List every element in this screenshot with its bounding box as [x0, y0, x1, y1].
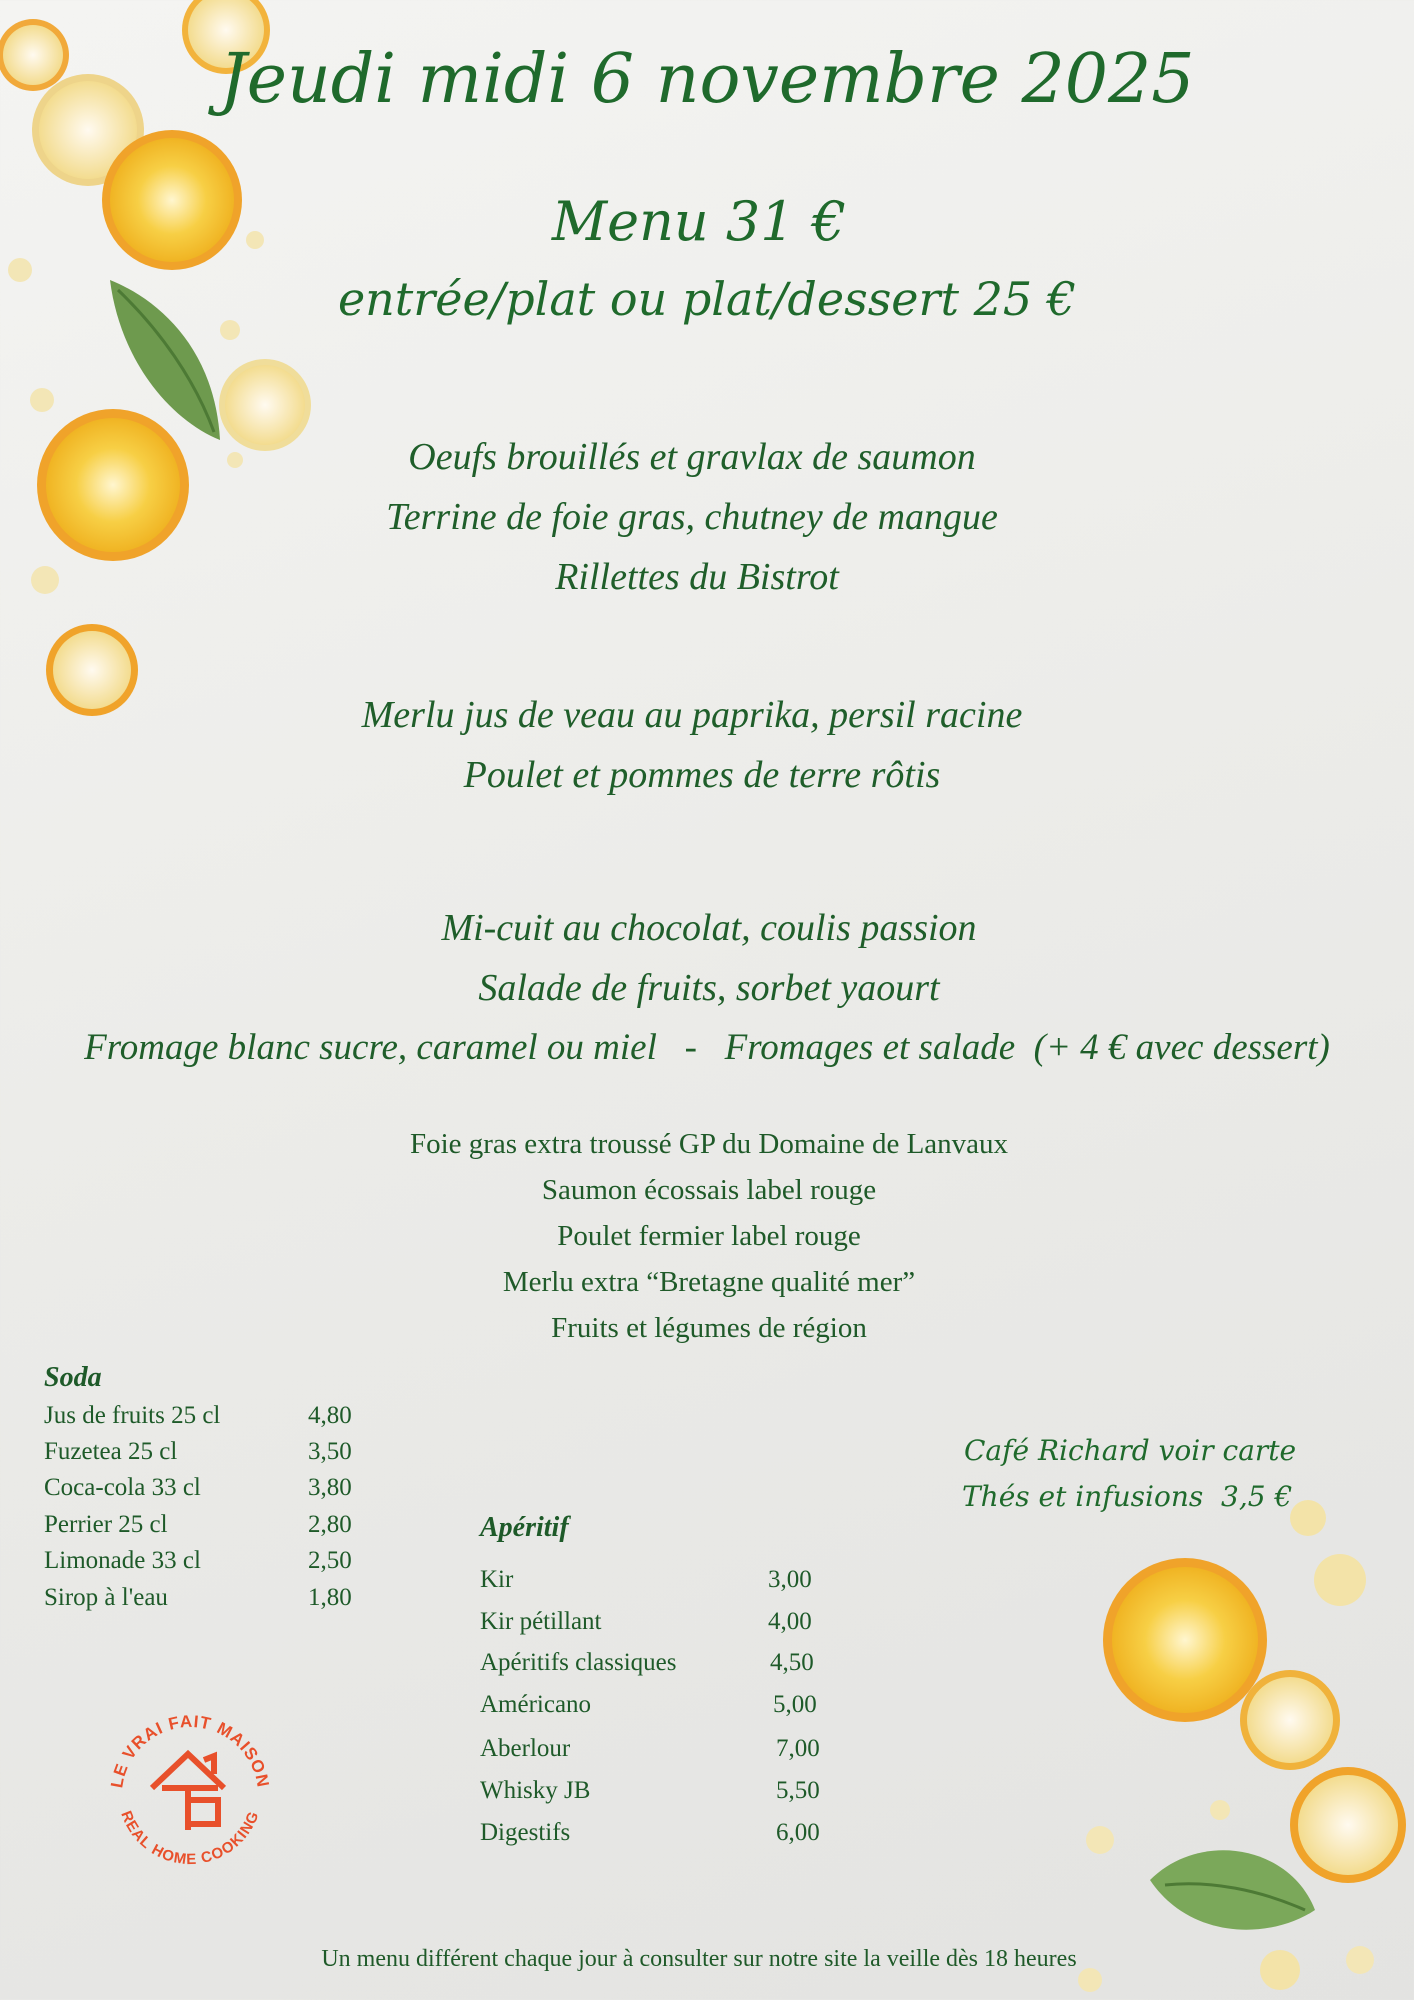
entree-item: Terrine de foie gras, chutney de mangue	[386, 496, 998, 538]
menu-price: Menu 31 €	[551, 190, 847, 253]
entree-item: Oeufs brouillés et gravlax de saumon	[408, 436, 976, 478]
list-item: Kir 3,00	[480, 1566, 812, 1593]
list-item: Sirop à l'eau 1,80	[44, 1584, 352, 1611]
dessert-item: Salade de fruits, sorbet yaourt	[478, 967, 940, 1009]
list-item: Coca-cola 33 cl 3,80	[44, 1474, 352, 1501]
dessert-item: Mi-cuit au chocolat, coulis passion	[441, 907, 977, 949]
list-item: Fuzetea 25 cl 3,50	[44, 1438, 352, 1465]
dessert-item: Fromage blanc sucre, caramel ou miel - Fromages et salade (+ 4 € avec dessert)	[84, 1027, 1330, 1068]
soda-title: Soda	[44, 1362, 102, 1393]
list-item: Limonade 33 cl 2,50	[44, 1547, 352, 1574]
sourcing-line: Merlu extra “Bretagne qualité mer”	[502, 1266, 916, 1298]
sourcing-line: Poulet fermier label rouge	[557, 1220, 861, 1252]
aperitif-title: Apéritif	[480, 1512, 569, 1543]
coffee-note: Café Richard voir carte	[964, 1434, 1297, 1467]
list-item: Kir pétillant 4,00	[480, 1608, 812, 1635]
footer-note: Un menu différent chaque jour à consulter sur notre site la veille dès 18 heures	[321, 1946, 1077, 1972]
list-item: Whisky JB 5,50	[480, 1777, 820, 1804]
svg-text:LE VRAI FAIT MAISON: LE VRAI FAIT MAISON	[107, 1711, 273, 1790]
fait-maison-logo	[100, 1700, 280, 1880]
list-item: Jus de fruits 25 cl 4,80	[44, 1402, 352, 1429]
house-icon	[152, 1754, 224, 1830]
list-item: Digestifs 6,00	[480, 1819, 820, 1846]
list-item: Américano 5,00	[480, 1691, 817, 1718]
lemon-decoration-bottom-right	[1040, 1470, 1414, 2000]
sourcing-line: Saumon écossais label rouge	[541, 1174, 877, 1206]
list-item: Perrier 25 cl 2,80	[44, 1511, 352, 1538]
entree-item: Rillettes du Bistrot	[555, 556, 839, 598]
list-item: Apéritifs classiques 4,50	[480, 1649, 814, 1676]
sourcing-line: Fruits et légumes de région	[551, 1312, 867, 1344]
tea-note: Thés et infusions 3,5 €	[962, 1480, 1293, 1513]
date-heading: Jeudi midi 6 novembre 2025	[219, 40, 1195, 119]
sourcing-line: Foie gras extra troussé GP du Domaine de Lanvaux	[409, 1128, 1009, 1160]
formula-price: entrée/plat ou plat/dessert 25 €	[337, 272, 1077, 326]
plat-item: Poulet et pommes de terre rôtis	[463, 754, 941, 796]
svg-text:REAL HOME COOKING: REAL HOME COOKING	[117, 1808, 263, 1869]
plat-item: Merlu jus de veau au paprika, persil racine	[361, 694, 1023, 736]
list-item: Aberlour 7,00	[480, 1735, 820, 1762]
